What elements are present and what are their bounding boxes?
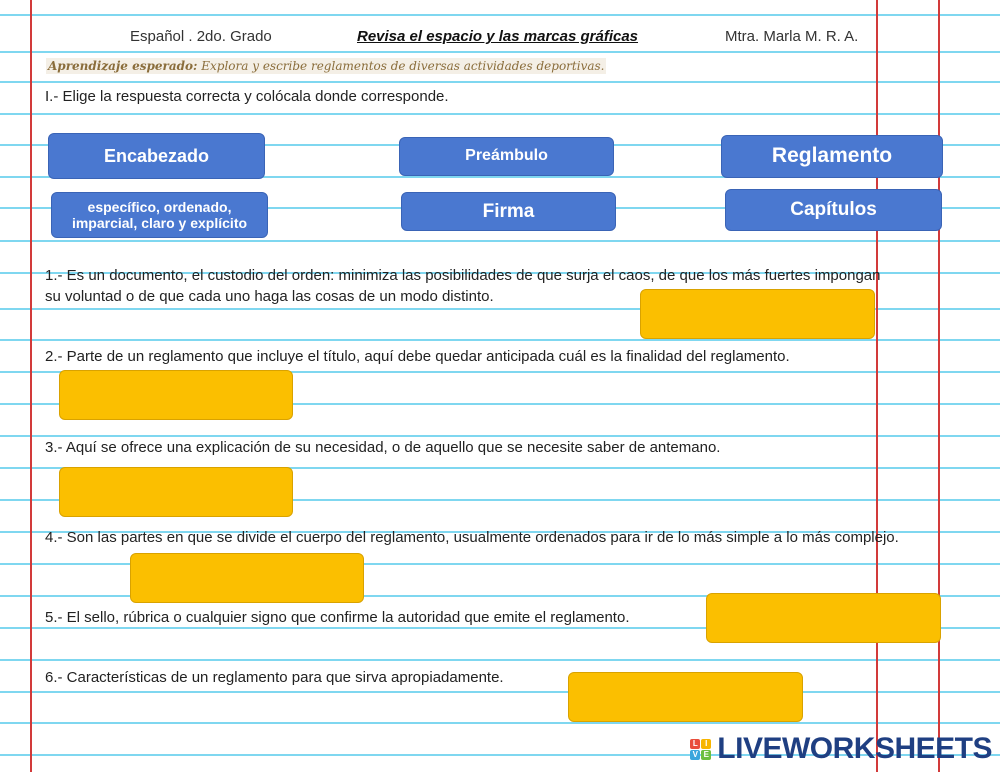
- learning-objective-label: Aprendizaje esperado:: [48, 59, 198, 73]
- learning-objective: [46, 58, 606, 74]
- chip-caracteristicas[interactable]: específico, ordenado, imparcial, claro y explícito: [51, 192, 268, 238]
- answer-slot-1[interactable]: [640, 289, 875, 339]
- right-margin-line: [876, 0, 878, 772]
- rule-line: [0, 691, 1000, 693]
- chip-firma[interactable]: Firma: [401, 192, 616, 231]
- answer-slot-5[interactable]: [706, 593, 941, 643]
- answer-slot-2[interactable]: [59, 370, 293, 420]
- teacher-name: Mtra. Marla M. R. A.: [725, 28, 859, 45]
- learning-objective-text: Explora y escribe reglamentos de diversas actividades deportivas.: [201, 59, 605, 73]
- rule-line: [0, 113, 1000, 115]
- left-margin-line: [30, 0, 32, 772]
- chip-reglamento[interactable]: Reglamento: [721, 135, 943, 178]
- rule-line: [0, 14, 1000, 16]
- liveworksheets-wordmark: LIVEWORKSHEETS: [717, 732, 992, 765]
- answer-slot-3[interactable]: [59, 467, 293, 517]
- instruction-text: I.- Elige la respuesta correcta y colócala donde corresponde.: [45, 88, 449, 105]
- rule-line: [0, 722, 1000, 724]
- question-6: 6.- Características de un reglamento para que sirva apropiadamente.: [45, 669, 504, 686]
- right-margin-line-outer: [938, 0, 940, 772]
- liveworksheets-logo-icon: [690, 739, 711, 760]
- question-2: 2.- Parte de un reglamento que incluye el título, aquí debe quedar anticipada cuál es la finalidad del reglamento.: [45, 348, 790, 365]
- logo-letter-e: E: [701, 750, 711, 760]
- subject-label: Español . 2do. Grado: [130, 28, 272, 45]
- worksheet-title: Revisa el espacio y las marcas gráficas: [357, 28, 639, 45]
- question-4: 4.- Son las partes en que se divide el cuerpo del reglamento, usualmente ordenados para ir de lo más simple a lo más complejo.: [45, 529, 899, 546]
- logo-letter-i: I: [701, 739, 711, 749]
- answer-slot-4[interactable]: [130, 553, 364, 603]
- rule-line: [0, 240, 1000, 242]
- rule-line: [0, 81, 1000, 83]
- chip-capitulos[interactable]: Capítulos: [725, 189, 942, 231]
- question-5: 5.- El sello, rúbrica o cualquier signo que confirme la autoridad que emite el reglamento.: [45, 609, 630, 626]
- rule-line: [0, 339, 1000, 341]
- rule-line: [0, 51, 1000, 53]
- question-1: 1.- Es un documento, el custodio del orden: minimiza las posibilidades de que surja el caos, de que los más fuertes impongan su voluntad o de que cada uno haga las cosas de un modo distinto.: [45, 267, 881, 305]
- chip-encabezado[interactable]: Encabezado: [48, 133, 265, 179]
- rule-line: [0, 659, 1000, 661]
- question-3: 3.- Aquí se ofrece una explicación de su necesidad, o de aquello que se necesite saber de antemano.: [45, 439, 721, 456]
- logo-letter-l: L: [690, 739, 700, 749]
- answer-slot-6[interactable]: [568, 672, 803, 722]
- logo-letter-v: V: [690, 750, 700, 760]
- liveworksheets-brand: [690, 732, 992, 766]
- chip-preambulo[interactable]: Preámbulo: [399, 137, 614, 176]
